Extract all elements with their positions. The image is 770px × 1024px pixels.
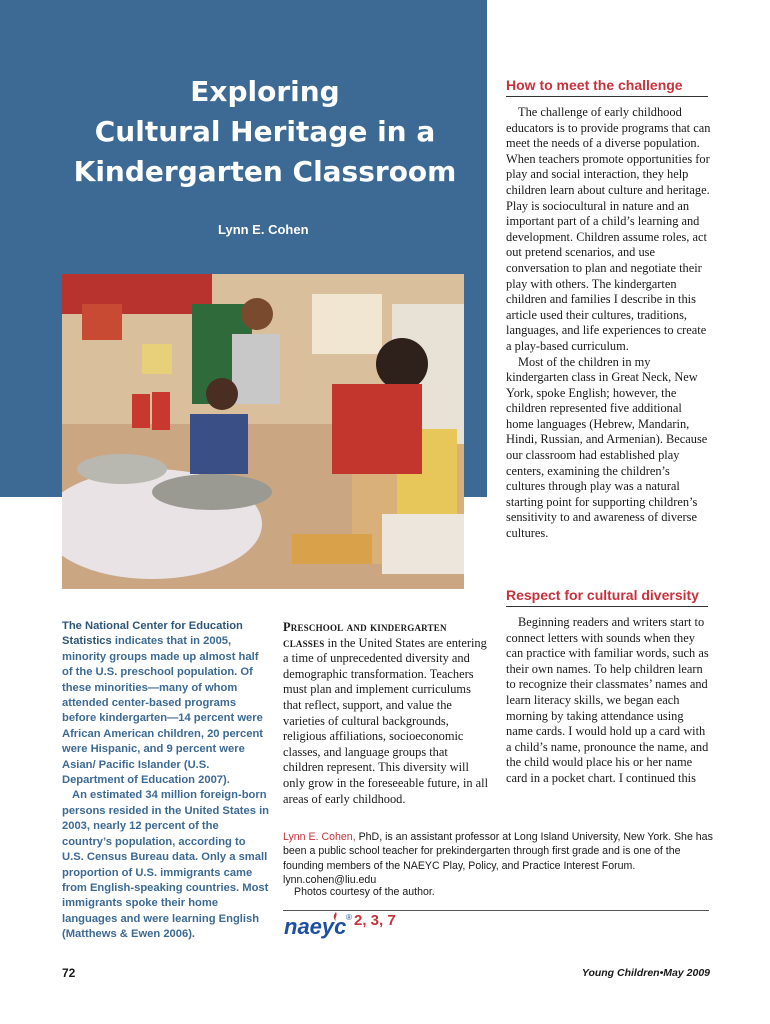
section1-paragraph: The challenge of early childhood educators is to provide programs that can meet the needs of a diverse population. When teachers promote opportunities for play and social interaction, they help children learn about culture and heritage. Play is sociocultural in nature and an important part of a child’s learning and development. Children assume roles, act out pretend scenarios, and use conversation to plan and negotiate their play with others. The kindergarten children and families I describe in this article used their cultures, traditions, languages, and life experiences to create a play-based curriculum. xyxy=(506,105,711,353)
title-line-1: Exploring xyxy=(190,75,340,108)
author-bio xyxy=(283,830,713,888)
title-line-2: Cultural Heritage in a xyxy=(94,115,436,148)
footer-bullet: • xyxy=(659,967,664,979)
classroom-photo xyxy=(62,274,464,589)
bio-email[interactable]: lynn.cohen@liu.edu xyxy=(283,874,377,887)
statistics-sidebar xyxy=(62,619,270,943)
naeyc-logo xyxy=(284,908,354,945)
naeyc-logo-text: naeyc xyxy=(284,914,347,939)
bio-text: PhD, is an assistant professor at Long Island University, New York. She has been a public school teacher for prekindergarten through first grade and is one of the founding members of the NAEYC Play, Policy, and Practice Interest Forum. xyxy=(283,831,713,872)
intro-lead: Preschool and kindergarten classes xyxy=(283,620,447,650)
classroom-photo-illustration xyxy=(62,274,464,589)
sidebar-text: indicates that in 2005, minority groups made up almost half of the U.S. preschool population. Of these minorities—many of whom attended center-based programs before kindergarten—14 percent were African American children, 20 percent were Hispanic, and 9 percent were Asian/ Pacific Islander (U.S. Department of Education 2007). xyxy=(62,635,264,787)
section-meet-challenge-body xyxy=(506,105,711,542)
section1-paragraph: Most of the children in my kindergarten class in Great Neck, New York, spoke English; however, the children represented five additional home languages (Hebrew, Mandarin, Hindi, Russian, and Armenian). Because our classroom had established play centers, examining the children’s cultures through play was a natural starting point for supporting children’s sensitivity to and awareness of diverse cultures. xyxy=(506,354,708,541)
sidebar-paragraph-1 xyxy=(62,619,270,788)
title-line-3: Kindergarten Classroom xyxy=(73,155,457,188)
photo-credit: Photos courtesy of the author. xyxy=(294,886,435,898)
journal-issue: May 2009 xyxy=(663,967,710,979)
sidebar-paragraph-2: An estimated 34 million foreign-born persons resided in the United States in 2003, nearly 12 percent of the country’s population, according to U.S. Census Bureau data. Only a small proportion of U.S. immigrants came from English-speaking countries. Most immigrants spoke their home languages and were learning English (Matthews & Ewen 2006). xyxy=(62,789,270,941)
journal-footer xyxy=(582,967,710,979)
section2-paragraph: Beginning readers and writers start to connect letters with sounds when they can practice with familiar words, such as their own names. To help children learn to recognize their classmates’ names and learn literacy skills, we began each morning by taking attendance using name cards. I would hold up a card with a child’s name, pronounce the name, and the child would place his or her name card in a pocket chart. I continued this xyxy=(506,615,709,785)
page-number: 72 xyxy=(62,966,76,980)
section-heading-respect-diversity: Respect for cultural diversity xyxy=(506,586,708,607)
intro-text: in the United States are entering a time of unprecedented diversity and demographic transformation. Teachers must plan and implement curriculums that reflect, support, and value the varieties of cultural backgrounds, religious affiliations, socioeconomic classes, and language groups that children represent. This diversity will only grow in the foreseeable future, in all areas of early childhood. xyxy=(283,635,489,806)
journal-name: Young Children xyxy=(581,967,660,979)
sidebar-lead: The National Center for Education Statistics xyxy=(62,620,243,648)
intro-paragraph xyxy=(283,620,489,807)
intro-column xyxy=(283,620,489,807)
article-title xyxy=(40,72,490,192)
section-heading-meet-challenge: How to meet the challenge xyxy=(506,76,708,97)
bio-name: Lynn E. Cohen, xyxy=(283,831,356,843)
article-author: Lynn E. Cohen xyxy=(218,222,309,237)
section-respect-diversity-body xyxy=(506,615,711,787)
registered-mark: ® xyxy=(346,913,352,922)
naeyc-logo-icon xyxy=(284,908,354,940)
naeyc-standards: 2, 3, 7 xyxy=(354,912,396,929)
